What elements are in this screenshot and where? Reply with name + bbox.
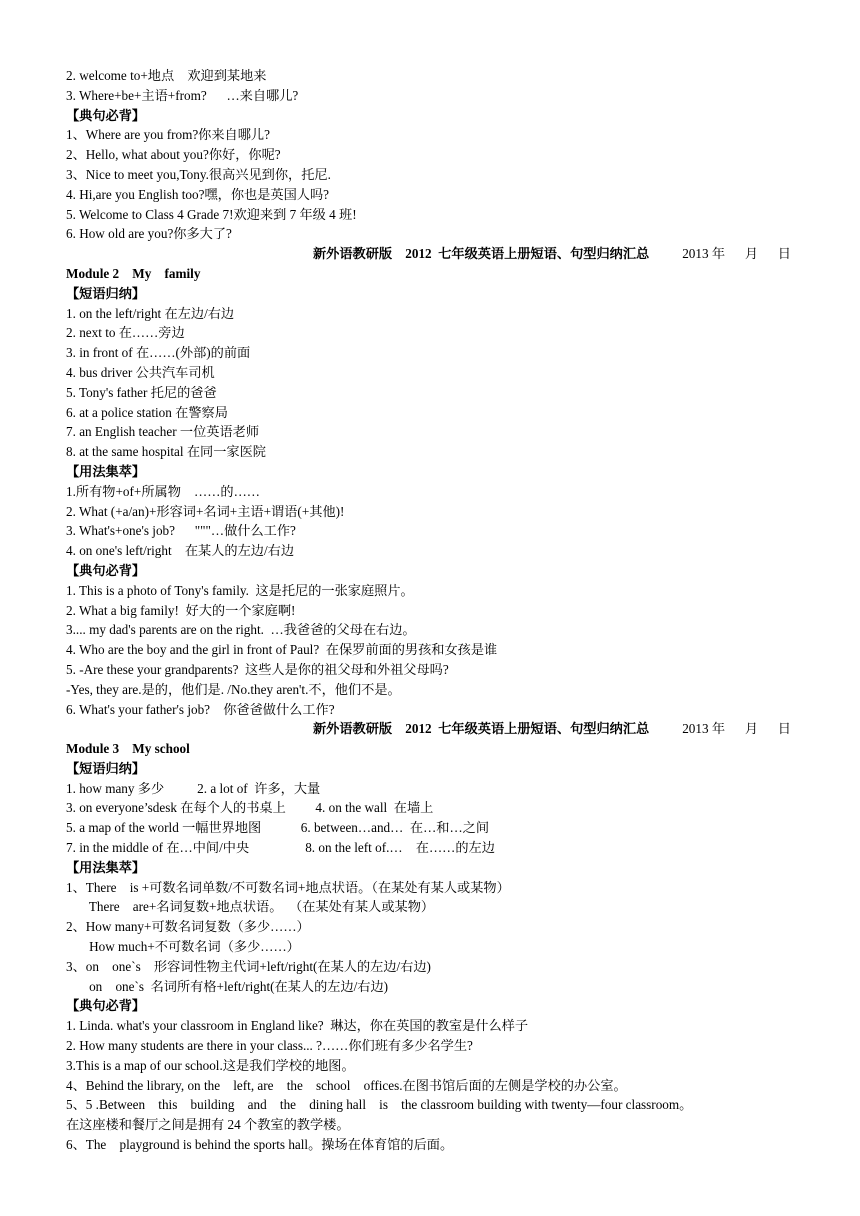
- phrase-line: 2. next to 在……旁边: [66, 325, 185, 341]
- sentence-line: 3.This is a map of our school.这是我们学校的地图。: [66, 1057, 355, 1073]
- document-page: [66, 66, 791, 1155]
- header-title: 新外语教研版 2012 七年级英语上册短语、句型归纳汇总: [312, 246, 650, 262]
- phrase-line: 3. on everyone’sdesk 在每个人的书桌上 4. on the wall 在墙上: [66, 800, 434, 816]
- usage-line: 4. on one's left/right 在某人的左边/右边: [66, 543, 295, 559]
- section-heading: 【短语归纳】: [66, 760, 146, 776]
- usage-line: on one`s 名词所有格+left/right(在某人的左边/右边): [66, 978, 389, 994]
- phrase-line: 1. how many 多少 2. a lot of 许多，大量: [66, 780, 321, 796]
- sentence-line: 1. This is a photo of Tony's family. 这是托尼的一张家庭照片。: [66, 582, 414, 598]
- sentence-line: 4、Behind the library, on the left, are the school offices.在图书馆后面的左侧是学校的办公室。: [66, 1077, 627, 1093]
- sentence-line: 4. Who are the boy and the girl in front of Paul? 在保罗前面的男孩和女孩是谁: [66, 642, 498, 658]
- sentence-line: 3、Nice to meet you,Tony.很高兴见到你，托尼.: [66, 166, 331, 182]
- usage-line: 2、How many+可数名词复数（多少……）: [66, 919, 310, 935]
- section-heading: 【用法集萃】: [66, 859, 146, 875]
- page-header: [66, 719, 791, 739]
- sentence-line: 1、Where are you from?你来自哪儿?: [66, 127, 270, 143]
- usage-line: There are+名词复数+地点状语。 （在某处有某人或某物）: [66, 899, 435, 915]
- usage-line: 3、on one`s 形容词性物主代词+left/right(在某人的左边/右边): [66, 958, 431, 974]
- sentence-line: -Yes, they are.是的，他们是. /No.they aren't.不，他们不是。: [66, 681, 401, 697]
- section-heading: 【典句必背】: [66, 107, 146, 123]
- usage-line: 1.所有物+of+所属物 ……的……: [66, 483, 260, 499]
- phrase-line: 7. an English teacher 一位英语老师: [66, 424, 260, 440]
- text-line: 2. welcome to+地点 欢迎到某地来: [66, 68, 267, 83]
- section-heading: 【典句必背】: [66, 562, 146, 578]
- sentence-line: 6. What's your father's job? 你爸爸做什么工作?: [66, 701, 335, 717]
- section-heading: 【用法集萃】: [66, 463, 146, 479]
- phrase-line: 8. at the same hospital 在同一家医院: [66, 444, 266, 460]
- phrase-line: 7. in the middle of 在…中间/中央 8. on the left of.… 在……的左边: [66, 840, 495, 856]
- sentence-line: 5、5 .Between this building and the dining hall is the classroom building with twenty—four classroom。: [66, 1097, 693, 1113]
- phrase-line: 5. a map of the world 一幅世界地图 6. between…and… 在…和…之间: [66, 820, 490, 836]
- usage-line: How much+不可数名词（多少……）: [66, 939, 300, 955]
- section-heading: 【典句必背】: [66, 998, 146, 1014]
- usage-line: 2. What (+a/an)+形容词+名词+主语+谓语(+其他)!: [66, 503, 345, 519]
- usage-line: 3. What's+one's job? """…做什么工作?: [66, 523, 296, 539]
- phrase-line: 6. at a police station 在警察局: [66, 404, 228, 420]
- sentence-line: 3.... my dad's parents are on the right. …我爸爸的父母在右边。: [66, 622, 416, 638]
- module-title: Module 2 My family: [66, 265, 201, 281]
- header-title: 新外语教研版 2012 七年级英语上册短语、句型归纳汇总: [312, 721, 650, 737]
- phrase-line: 3. in front of 在……(外部)的前面: [66, 345, 251, 361]
- sentence-line: 2. What a big family! 好大的一个家庭啊!: [66, 602, 296, 618]
- usage-line: 1、There is +可数名词单数/不可数名词+地点状语。（在某处有某人或某物）: [66, 879, 510, 895]
- module-title: Module 3 My school: [66, 741, 190, 757]
- phrase-line: 4. bus driver 公共汽车司机: [66, 364, 215, 380]
- sentence-line: 在这座楼和餐厅之间是拥有 24 个教室的教学楼。: [66, 1117, 350, 1133]
- sentence-line: 2. How many students are there in your class... ?……你们班有多少名学生?: [66, 1038, 473, 1054]
- sentence-line: 6. How old are you?你多大了?: [66, 226, 232, 242]
- sentence-line: 5. Welcome to Class 4 Grade 7!欢迎来到 7 年级 4 班!: [66, 206, 357, 222]
- sentence-line: 5. -Are these your grandparents? 这些人是你的祖父母和外祖父母吗?: [66, 661, 449, 677]
- sentence-line: 1. Linda. what's your classroom in England like? 琳达，你在英国的教室是什么样子: [66, 1018, 529, 1034]
- page-header: [66, 244, 791, 264]
- phrase-line: 1. on the left/right 在左边/右边: [66, 305, 235, 321]
- text-line: 3. Where+be+主语+from? …来自哪儿?: [66, 87, 299, 103]
- section-heading: 【短语归纳】: [66, 285, 146, 301]
- sentence-line: 6、The playground is behind the sports hall。操场在体育馆的后面。: [66, 1137, 454, 1153]
- phrase-line: 5. Tony's father 托尼的爸爸: [66, 384, 217, 400]
- header-date: 2013 年 月 日: [682, 246, 791, 262]
- header-date: 2013 年 月 日: [682, 721, 791, 737]
- sentence-line: 2、Hello, what about you?你好，你呢?: [66, 147, 281, 163]
- sentence-line: 4. Hi,are you English too?嘿，你也是英国人吗?: [66, 186, 329, 202]
